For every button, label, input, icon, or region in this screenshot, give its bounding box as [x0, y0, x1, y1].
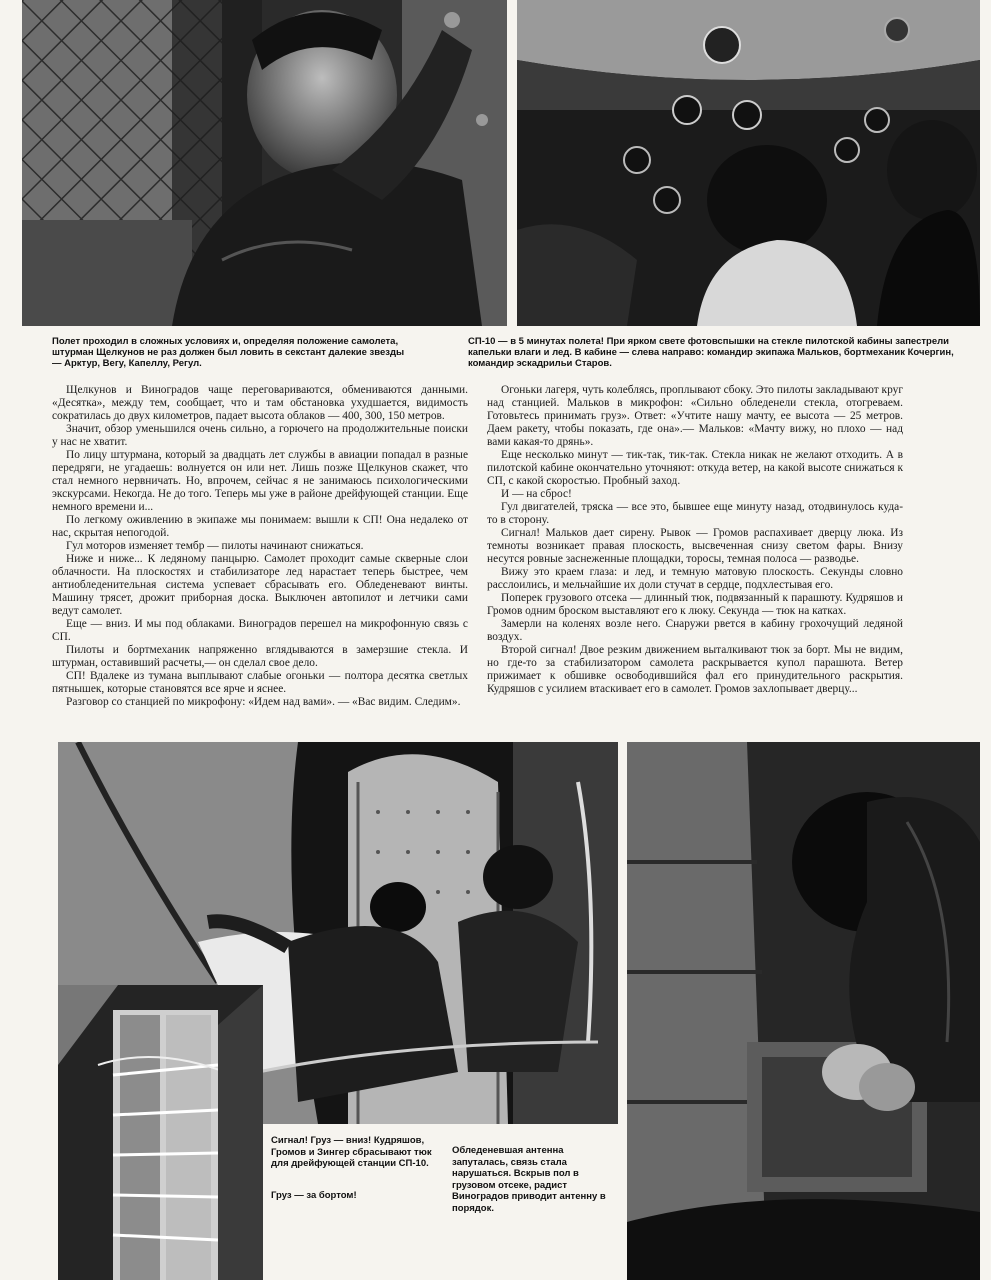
- paragraph: Ниже и ниже... К ледяному панцырю. Самолет проходит самые скверные слои облачности. На плоскостях и стабилизаторе лед нарастает теперь быстрее, чем антиобледенительная система успевает сбрасывать его. Обледеневают винты. Машину трясет, дрожит приборная доска. Выключен автопилот и летчики сами ведут самолет.: [52, 553, 468, 617]
- paragraph: Значит, обзор уменьшился очень сильно, а горючего на продолжительные поиски у нас не хватит.: [52, 423, 468, 448]
- paragraph: Второй сигнал! Двое резким движением выталкивают тюк за борт. Мы не видим, но где-то за стабилизатором самолета раскрывается купол парашюта. Ветер прижимает к обшивке освободившийся фал его принудительного раскрытия. Кудряшов с усилием втаскивает его в самолет. Громов захлопывает дверцу...: [487, 644, 903, 695]
- paragraph: Разговор со станцией по микрофону: «Идем над вами». — «Вас видим. Следим».: [66, 696, 461, 708]
- article-column-right: [487, 384, 903, 696]
- caption-navigator: Полет проходил в сложных условиях и, определяя положение самолета, штурман Щелкунов не раз должен был ловить в секстант далекие звезды — Арктур, Вегу, Капеллу, Регул.: [52, 336, 405, 369]
- photo-cargo-bale: [58, 985, 263, 1280]
- paragraph: Замерли на коленях возле него. Снаружи рвется в кабину грохочущий ледяной воздух.: [487, 618, 903, 643]
- paragraph: Сигнал! Мальков дает сирену. Рывок — Громов распахивает дверцу люка. Из темноты возникает правая плоскость, высвеченная снизу светом фары. Внизу несутся ровные заснеженные площадки, торосы, темная полоса — разводье.: [487, 527, 903, 565]
- paragraph: По лицу штурмана, который за двадцать лет службы в авиации попадал в разные передряги, не угадаешь: волнуется он или нет. Лишь позже Щелкунов скажет, что стал немного нервничать. Но, впрочем, сейчас я не занимаюсь психологическими экскурсами. Некогда. Не до того. Теперь мы уже в районе дрейфующей станции. Еще немного времени и...: [52, 449, 468, 513]
- paragraph: Еще — вниз. И мы под облаками. Виноградов перешел на микрофонную связь с СП.: [52, 618, 468, 643]
- paragraph: По легкому оживлению в экипаже мы понимаем: вышли к СП! Она недалеко от нас, скрытая непогодой.: [52, 514, 468, 539]
- photo-cockpit-crew: [517, 0, 980, 326]
- paragraph: СП! Вдалеке из тумана выплывают слабые огоньки — полтора десятка светлых пятнышек, которые становятся все ярче и яснее.: [52, 670, 468, 695]
- paragraph: И — на сброс!: [501, 488, 572, 500]
- paragraph: Еще несколько минут — тик-так, тик-так. Стекла никак не желают отходить. А в пилотской кабине окончательно уточняют: откуда ветер, на какой высоте снижаться к СП, с какой скоростью. Пробный заход.: [487, 449, 903, 487]
- caption-cargo-down: Сигнал! Груз — вниз! Кудряшов, Громов и Зингер сбрасывают тюк для дрейфующей станции СП-10.: [271, 1135, 432, 1169]
- paragraph: Вижу это краем глаза: и лед, и темную матовую плоскость. Секунды словно расслоились, и мельчайшие их доли стучат в сердце, подхлестывая его.: [487, 566, 903, 591]
- paragraph: Пилоты и бортмеханик напряженно вглядываются в замерзшие стекла. И штурман, оставивший расчеты,— он сделал свое дело.: [52, 644, 468, 669]
- paragraph: Гул моторов изменяет тембр — пилоты начинают снижаться.: [66, 540, 364, 552]
- paragraph: Огоньки лагеря, чуть колеблясь, проплывают сбоку. Это пилоты закладывают круг над станцией. Мальков в микрофон: «Сильно обледенели стекла, отогреваем. Готовьтесь принимать груз». Ответ: «Учтите нашу мачту, ее высота — 25 метров. Даем ракету, чтобы показать, где она».— Мальков: «Мачту вижу, но плохо — над вами какая-то дрянь».: [487, 384, 903, 448]
- caption-cargo-overboard: Груз — за бортом!: [271, 1190, 357, 1201]
- paragraph: Гул двигателей, тряска — все это, бывшее еще минуту назад, отодвинулось куда-то в сторону.: [487, 501, 903, 526]
- paragraph: Щелкунов и Виноградов чаще переговариваются, обмениваются данными. «Десятка», между тем, сообщает, что и там обстановка ухудшается, видимость сократилась до двух километров, падает высота облаков — 400, 300, 150 метров.: [52, 384, 468, 422]
- photo-navigator-sextant: [22, 0, 507, 326]
- article-column-left: [52, 384, 468, 709]
- caption-antenna: Обледеневшая антенна запуталась, связь стала нарушаться. Вскрыв пол в грузовом отсеке, радист Виноградов приводит антенну в порядок.: [452, 1145, 606, 1214]
- photo-radio-operator: [627, 742, 980, 1280]
- paragraph: Поперек грузового отсека — длинный тюк, подвязанный к парашюту. Кудряшов и Громов одним броском выставляют его к люку. Секунда — тюк на катках.: [487, 592, 903, 617]
- caption-cockpit: СП-10 — в 5 минутах полета! При ярком свете фотовспышки на стекле пилотской кабины запестрели капельки влаги и лед. В кабине — слева направо: командир экипажа Мальков, бортмеханик Кочергин, командир эскадрильи Старов.: [468, 336, 954, 369]
